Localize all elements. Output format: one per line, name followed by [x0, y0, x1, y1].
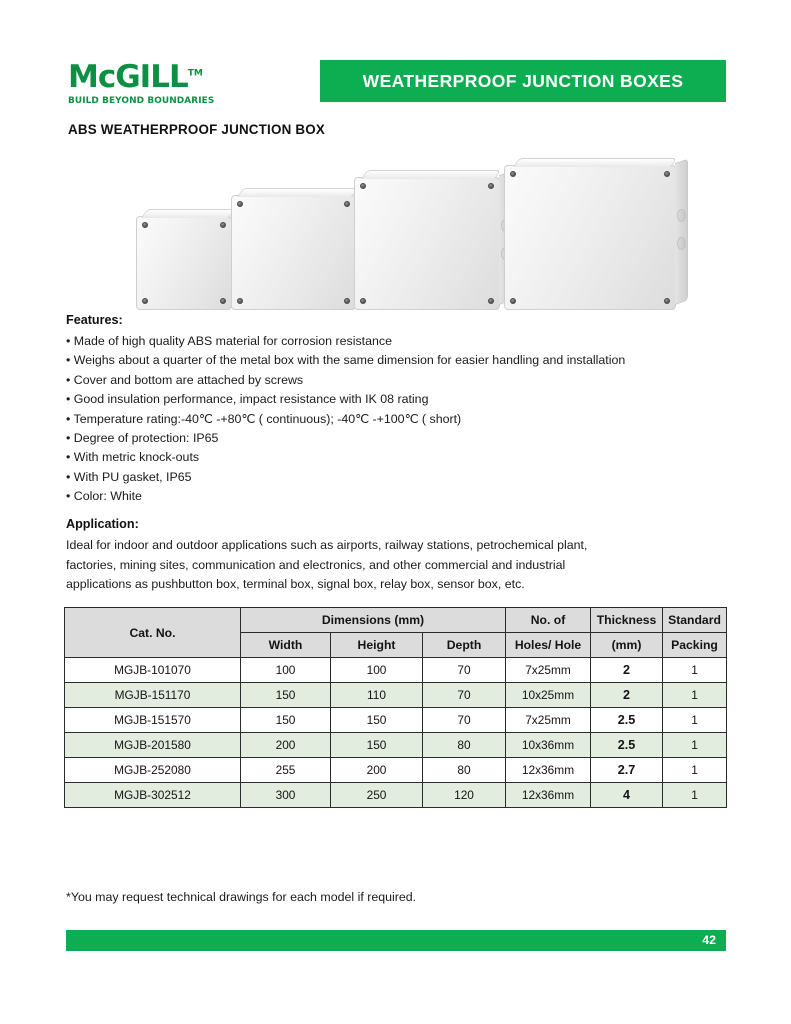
table-row — [65, 683, 727, 708]
cell-depth: 80 — [423, 733, 506, 758]
screw-icon — [220, 298, 226, 304]
cell-thickness: 2 — [591, 658, 663, 683]
box-face — [231, 195, 356, 310]
cell-packing: 1 — [663, 733, 727, 758]
page-header — [0, 58, 791, 110]
knockout-icon — [677, 237, 686, 250]
box-top-edge — [361, 170, 501, 179]
cell-thickness: 2.7 — [591, 758, 663, 783]
feature-item: • Good insulation performance, impact resistance with IK 08 rating — [66, 392, 429, 407]
cell-cat-no: MGJB-151570 — [65, 708, 241, 733]
box-side-edge — [675, 159, 688, 306]
table-row — [65, 758, 727, 783]
cell-height: 150 — [331, 733, 423, 758]
col-header-mm: (mm) — [591, 633, 663, 658]
screw-icon — [237, 298, 243, 304]
cell-depth: 70 — [423, 708, 506, 733]
table-body — [65, 658, 727, 808]
features-list — [66, 332, 726, 507]
box-top-edge — [513, 158, 677, 167]
cell-width: 150 — [241, 708, 331, 733]
cell-thickness: 2.5 — [591, 708, 663, 733]
specification-table — [64, 607, 727, 808]
screw-icon — [488, 183, 494, 189]
cell-height: 100 — [331, 658, 423, 683]
cell-thickness: 2 — [591, 683, 663, 708]
feature-item: • Cover and bottom are attached by screws — [66, 372, 304, 387]
application-line: applications as pushbutton box, terminal box, signal box, relay box, sensor box, etc. — [66, 577, 525, 592]
application-heading: Application: — [66, 517, 139, 531]
cell-depth: 70 — [423, 658, 506, 683]
page-number: 42 — [702, 933, 716, 947]
cell-width: 300 — [241, 783, 331, 808]
cell-cat-no: MGJB-302512 — [65, 783, 241, 808]
cell-thickness: 4 — [591, 783, 663, 808]
cell-depth: 80 — [423, 758, 506, 783]
footnote: *You may request technical drawings for each model if required. — [66, 890, 417, 904]
col-header-cat-no: Cat. No. — [65, 608, 241, 658]
junction-box-xlarge — [504, 165, 676, 310]
box-face — [136, 216, 232, 310]
screw-icon — [344, 201, 350, 207]
feature-item: • Weighs about a quarter of the metal box with the same dimension for easier handling and installation — [66, 353, 626, 368]
col-header-depth: Depth — [423, 633, 506, 658]
cell-cat-no: MGJB-151170 — [65, 683, 241, 708]
table-header-row-top — [65, 608, 727, 633]
trademark-icon: TM — [187, 68, 203, 79]
screw-icon — [360, 183, 366, 189]
col-header-packing: Packing — [663, 633, 727, 658]
cell-packing: 1 — [663, 758, 727, 783]
cell-holes: 7x25mm — [506, 708, 591, 733]
junction-box-medium — [231, 195, 356, 310]
screw-icon — [220, 222, 226, 228]
logo-wordmark — [68, 59, 203, 95]
table-header — [65, 608, 727, 658]
cell-width: 200 — [241, 733, 331, 758]
screw-icon — [664, 171, 670, 177]
screw-icon — [344, 298, 350, 304]
features-heading: Features: — [66, 313, 123, 327]
col-header-width: Width — [241, 633, 331, 658]
box-face — [504, 165, 676, 310]
cell-height: 110 — [331, 683, 423, 708]
cell-height: 150 — [331, 708, 423, 733]
box-top-edge — [141, 209, 235, 218]
logo-name-text: McGILL — [68, 59, 188, 95]
cell-holes: 12x36mm — [506, 783, 591, 808]
knockout-icon — [677, 209, 686, 222]
cell-holes: 7x25mm — [506, 658, 591, 683]
footer-bar — [66, 930, 726, 951]
box-face — [354, 177, 500, 310]
feature-item: • Made of high quality ABS material for corrosion resistance — [66, 334, 392, 348]
cell-height: 200 — [331, 758, 423, 783]
logo-tagline: BUILD BEYOND BOUNDARIES — [68, 95, 215, 106]
cell-holes: 12x36mm — [506, 758, 591, 783]
application-line: factories, mining sites, communication and electronics, and other commercial and industrial — [66, 557, 566, 572]
screw-icon — [142, 298, 148, 304]
cell-packing: 1 — [663, 658, 727, 683]
section-title-text: WEATHERPROOF JUNCTION BOXES — [362, 70, 684, 91]
cell-cat-no: MGJB-201580 — [65, 733, 241, 758]
feature-item: • With metric knock-outs — [66, 450, 200, 465]
table-row — [65, 733, 727, 758]
screw-icon — [237, 201, 243, 207]
screw-icon — [488, 298, 494, 304]
application-line: Ideal for indoor and outdoor applications such as airports, railway stations, petrochemical plant, — [66, 538, 588, 552]
brand-logo — [68, 59, 298, 106]
feature-item: • Degree of protection: IP65 — [66, 431, 219, 446]
cell-thickness: 2.5 — [591, 733, 663, 758]
cell-width: 100 — [241, 658, 331, 683]
screw-icon — [664, 298, 670, 304]
screw-icon — [510, 298, 516, 304]
section-title-banner — [320, 60, 726, 102]
feature-item: • With PU gasket, IP65 — [66, 469, 192, 484]
page-title: ABS WEATHERPROOF JUNCTION BOX — [68, 122, 326, 137]
cell-depth: 70 — [423, 683, 506, 708]
col-header-thickness: Thickness — [591, 608, 663, 633]
cell-packing: 1 — [663, 683, 727, 708]
product-image — [64, 150, 734, 310]
application-text — [66, 536, 646, 595]
cell-packing: 1 — [663, 783, 727, 808]
cell-holes: 10x36mm — [506, 733, 591, 758]
cell-width: 150 — [241, 683, 331, 708]
col-header-height: Height — [331, 633, 423, 658]
cell-depth: 120 — [423, 783, 506, 808]
cell-holes: 10x25mm — [506, 683, 591, 708]
cell-packing: 1 — [663, 708, 727, 733]
box-top-edge — [237, 188, 358, 197]
feature-item: • Temperature rating:-40℃ -+80℃ ( continuous); -40℃ -+100℃ ( short) — [66, 411, 462, 426]
screw-icon — [142, 222, 148, 228]
cell-width: 255 — [241, 758, 331, 783]
junction-box-small — [136, 216, 232, 310]
cell-cat-no: MGJB-252080 — [65, 758, 241, 783]
table-row — [65, 708, 727, 733]
junction-box-large — [354, 177, 500, 310]
feature-item: • Color: White — [66, 489, 142, 504]
table-row — [65, 783, 727, 808]
col-header-standard: Standard — [663, 608, 727, 633]
cell-cat-no: MGJB-101070 — [65, 658, 241, 683]
col-header-dimensions: Dimensions (mm) — [241, 608, 506, 633]
cell-height: 250 — [331, 783, 423, 808]
table-row — [65, 658, 727, 683]
screw-icon — [510, 171, 516, 177]
screw-icon — [360, 298, 366, 304]
col-header-no-of: No. of — [506, 608, 591, 633]
col-header-holes: Holes/ Hole — [506, 633, 591, 658]
